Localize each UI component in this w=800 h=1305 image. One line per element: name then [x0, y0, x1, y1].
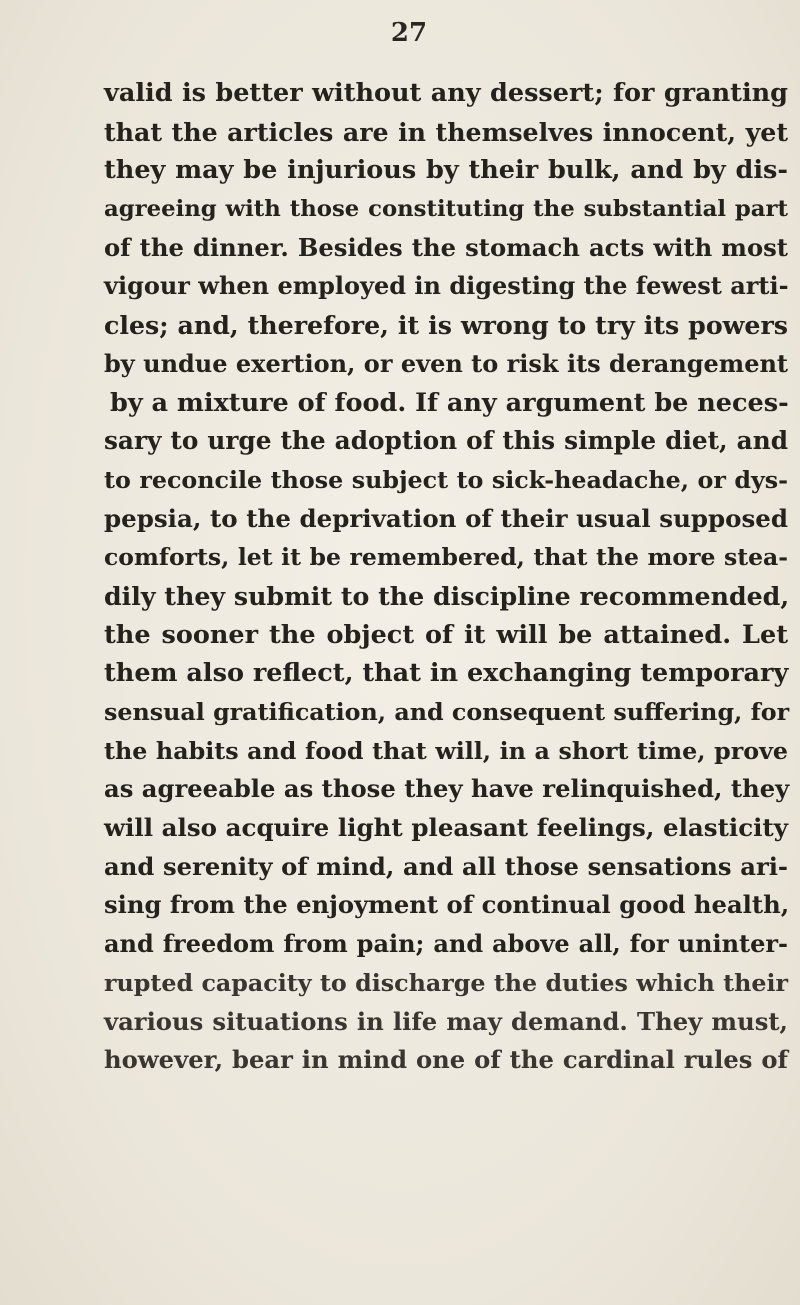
text-line: and serenity of mind, and all those sensations ari- [104, 851, 788, 881]
text-line: pepsia, to the deprivation of their usual supposed [104, 503, 788, 533]
text-line: that the articles are in themselves innocent, yet [104, 116, 788, 147]
text-line: cles; and, therefore, it is wrong to try its powers [104, 310, 788, 341]
text-line: rupted capacity to discharge the duties which their [104, 968, 788, 997]
text-line: comforts, let it be remembered, that the more stea- [104, 543, 788, 572]
text-line: sensual gratification, and consequent suffering, for [104, 698, 790, 726]
text-line: and freedom from pain; and above all, for uninter- [104, 929, 788, 959]
text-line: they may be injurious by their bulk, and by dis- [104, 155, 788, 186]
text-line: the sooner the object of it will be attained. Let [104, 619, 788, 650]
text-line: sary to urge the adoption of this simple diet, and [104, 426, 788, 456]
text-line: will also acquire light pleasant feelings, elasticity [104, 813, 788, 843]
text-line: dily they submit to the discipline recommended, [104, 580, 790, 611]
text-line: of the dinner. Besides the stomach acts with most [104, 232, 788, 262]
text-line: however, bear in mind one of the cardinal rules of [104, 1045, 788, 1075]
text-line: various situations in life may demand. They must, [104, 1006, 788, 1036]
text-line: to reconcile those subject to sick-headache, or dys- [104, 465, 788, 494]
text-line: by a mixture of food. If any argument be neces- [110, 387, 789, 418]
text-line: valid is better without any dessert; for granting [104, 78, 788, 108]
body-text [104, 74, 788, 1080]
text-line: the habits and food that will, in a short time, prove [104, 736, 788, 765]
text-line: by undue exertion, or even to risk its derangement [104, 348, 788, 378]
text-line: as agreeable as those they have relinquished, they [104, 774, 790, 804]
page-number: 27 [390, 18, 428, 48]
text-line: vigour when employed in digesting the fewest arti- [104, 271, 789, 301]
text-line: agreeing with those constituting the substantial part [104, 196, 788, 223]
text-line: them also reflect, that in exchanging temporary [104, 658, 789, 689]
text-line: sing from the enjoyment of continual good health, [104, 890, 790, 920]
